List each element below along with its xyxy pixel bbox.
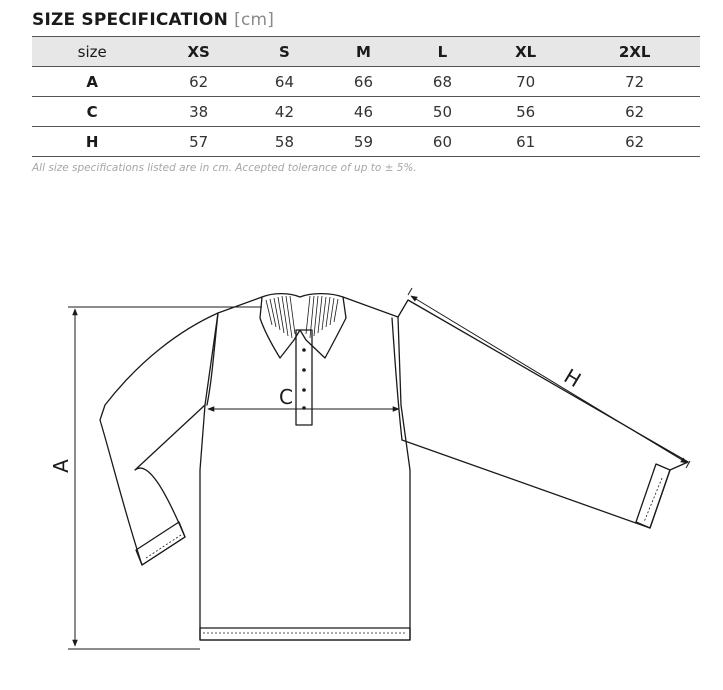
label-c: C (279, 385, 293, 409)
table-cell: 62 (569, 127, 700, 157)
shirt-body-outline (200, 297, 410, 640)
table-cell: 42 (245, 97, 324, 127)
left-cuff (136, 522, 185, 565)
row-label-h: H (32, 127, 152, 157)
right-cuff (636, 464, 670, 528)
table-cell: 66 (324, 67, 403, 97)
header-size-xs: XS (152, 37, 245, 67)
header-size-m: M (324, 37, 403, 67)
label-a: A (49, 459, 73, 473)
table-cell: 62 (569, 97, 700, 127)
measure-h-line (408, 288, 690, 468)
measure-a-line (68, 307, 262, 649)
collar-ribbing (266, 296, 338, 338)
table-cell: 61 (482, 127, 569, 157)
table-cell: 46 (324, 97, 403, 127)
table-cell: 68 (403, 67, 482, 97)
table-cell: 58 (245, 127, 324, 157)
table-cell: 70 (482, 67, 569, 97)
header-size-s: S (245, 37, 324, 67)
table-cell: 57 (152, 127, 245, 157)
header-size-2xl: 2XL (569, 37, 700, 67)
hem-band (200, 628, 410, 640)
tolerance-note: All size specifications listed are in cm. Accepted tolerance of up to ± 5%. (32, 162, 417, 174)
table-cell: 50 (403, 97, 482, 127)
table-cell: 56 (482, 97, 569, 127)
header-size-xl: XL (482, 37, 569, 67)
left-cuff-stitching (146, 535, 181, 558)
table-cell: 62 (152, 67, 245, 97)
header-size-label: size (32, 37, 152, 67)
title-unit: [cm] (234, 10, 275, 30)
row-label-a: A (32, 67, 152, 97)
title-main: SIZE SPECIFICATION (32, 10, 228, 30)
table-cell: 60 (403, 127, 482, 157)
left-armhole-seam (207, 313, 218, 405)
row-label-c: C (32, 97, 152, 127)
table-cell: 38 (152, 97, 245, 127)
table-cell: 64 (245, 67, 324, 97)
table-cell: 59 (324, 127, 403, 157)
right-sleeve-outline (398, 300, 688, 528)
placket-buttons (302, 348, 306, 410)
table-cell: 72 (569, 67, 700, 97)
header-size-l: L (403, 37, 482, 67)
label-h: H (559, 363, 586, 393)
